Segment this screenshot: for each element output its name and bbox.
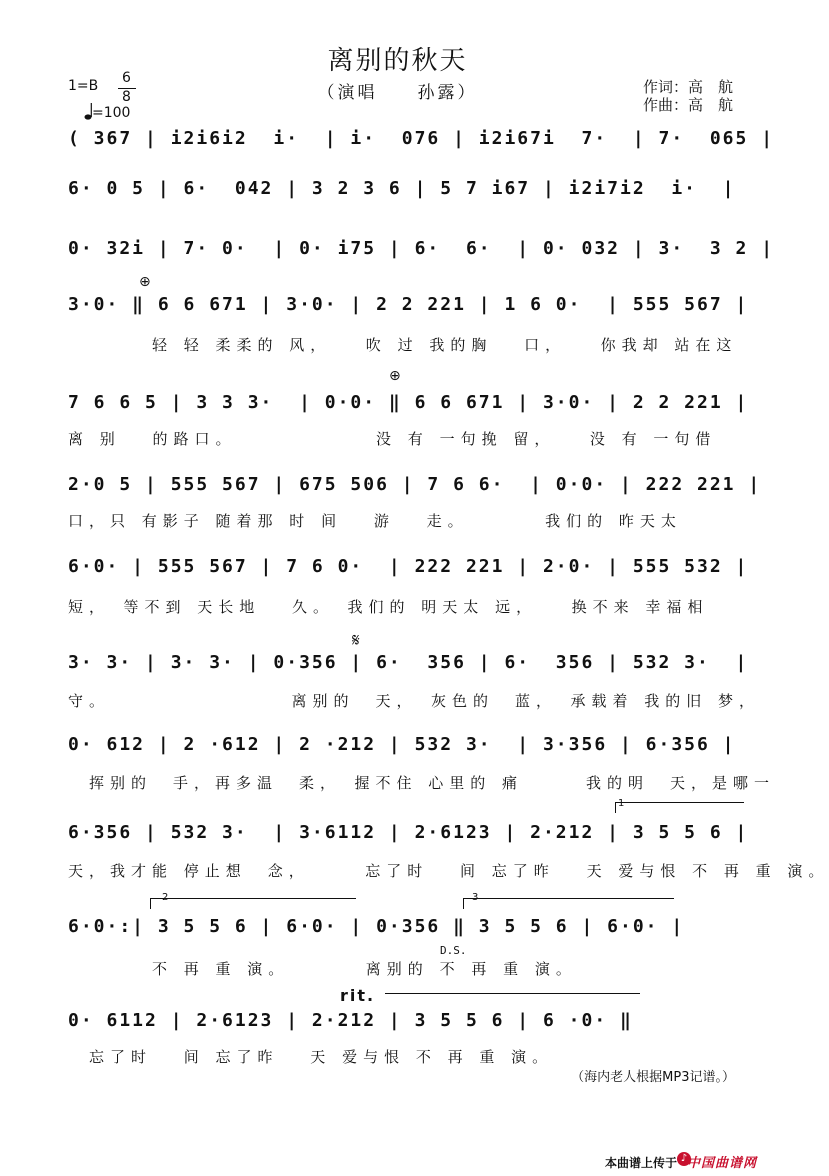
score-line-5: 7 6 6 5 | 3 3 3· | 0·0· ‖ 6 6 671 | 3·0· | 2 2 221 | — [68, 392, 749, 413]
site-logo-icon: ♪ — [677, 1152, 691, 1166]
lyricist-credit: 作词：高 航 — [642, 78, 733, 96]
lyric-line-7: 短， 等不到 天长地 久。 我们的 明天太 远， 换不来 幸福相 — [68, 598, 709, 616]
volta-bracket-2 — [150, 898, 356, 909]
volta-bracket-1 — [615, 802, 744, 813]
volta-number-1: 1 — [618, 798, 625, 809]
page-title: 离别的秋天 — [327, 46, 468, 76]
score-line-1: ( 367 | i2i6i2 i· | i· 076 | i2i67i 7· | 7· 065 | — [68, 128, 775, 149]
score-line-2: 6· 0 5 | 6· 042 | 3 2 3 6 | 5 7 i67 | i2i7i2 i· | — [68, 178, 736, 199]
score-line-9: 0· 612 | 2 ·612 | 2 ·212 | 532 3· | 3·356 | 6·356 | — [68, 734, 736, 755]
lyric-line-6: 口，只 有影子 随着那 时 间 游 走。 我们的 昨天太 — [68, 512, 682, 530]
credits — [643, 78, 733, 114]
volta-number-2: 2 — [162, 892, 169, 903]
lyric-line-9: 挥别的 手，再多温 柔， 握不住 心里的 痛 我的明 天，是哪一 — [68, 774, 776, 792]
ritardando-line — [385, 993, 640, 994]
time-signature-bottom: 8 — [122, 89, 131, 105]
score-line-3: 0· 32i | 7· 0· | 0· i75 | 6· 6· | 0· 032 | 3· 3 2 | — [68, 238, 775, 259]
time-signature-top: 6 — [122, 70, 131, 86]
coda-icon: ⊕ — [389, 368, 401, 384]
segno-icon: 𝄋 — [352, 630, 360, 651]
score-line-12: 0· 6112 | 2·6123 | 2·212 | 3 5 5 6 | 6 ·0· ‖ — [68, 1010, 633, 1031]
score-line-7: 6·0· | 555 567 | 7 6 0· | 222 221 | 2·0· | 555 532 | — [68, 556, 749, 577]
score-line-8: 3· 3· | 3· 3· | 0·356 | 6· 356 | 6· 356 | 532 3· | — [68, 652, 749, 673]
volta-number-3: 3 — [472, 892, 479, 903]
lyric-line-5: 离 别 的路口。 没 有 一句挽 留， 没 有 一句借 — [68, 430, 717, 448]
ritardando-marking: rit. — [340, 986, 376, 1005]
lyric-line-8: 守。 离别的 天， 灰色的 蓝， 承载着 我的旧 梦， — [68, 692, 761, 710]
coda-icon: ⊕ — [139, 274, 151, 290]
key-signature: 1=B — [68, 78, 99, 94]
lyric-line-10: 天，我才能 停止想 念， 忘了时 间 忘了昨 天 爱与恨 不 再 重 演。 — [68, 862, 829, 880]
lyric-line-4: 轻 轻 柔柔的 风， 吹 过 我的胸 口， 你我却 站在这 — [68, 336, 738, 354]
transcription-note: （海内老人根据MP3记谱。） — [571, 1070, 735, 1085]
performer-subtitle: （演唱 孙露） — [317, 83, 478, 103]
footer-text: 本曲谱上传于 — [604, 1156, 677, 1170]
quarter-note-icon — [84, 102, 92, 120]
score-line-6: 2·0 5 | 555 567 | 675 506 | 7 6 6· | 0·0· | 222 221 | — [68, 474, 762, 495]
score-line-11: 6·0·:| 3 5 5 6 | 6·0· | 0·356 ‖ 3 5 5 6 | 6·0· | — [68, 916, 685, 937]
dal-segno-marking: D.S. — [440, 944, 467, 957]
score-line-10: 6·356 | 532 3· | 3·6112 | 2·6123 | 2·212 | 3 5 5 6 | — [68, 822, 749, 843]
site-logo[interactable]: 中国曲谱网 — [686, 1156, 757, 1171]
lyric-line-11: 不 再 重 演。 离别的 不 再 重 演。 — [68, 960, 577, 978]
composer-credit: 作曲：高 航 — [642, 96, 733, 114]
tempo-marking: =100 — [92, 105, 131, 121]
volta-bracket-3 — [463, 898, 674, 909]
score-line-4: 3·0· ‖ 6 6 671 | 3·0· | 2 2 221 | 1 6 0· | 555 567 | — [68, 294, 749, 315]
lyric-line-12: 忘了时 间 忘了昨 天 爱与恨 不 再 重 演。 — [68, 1048, 554, 1066]
